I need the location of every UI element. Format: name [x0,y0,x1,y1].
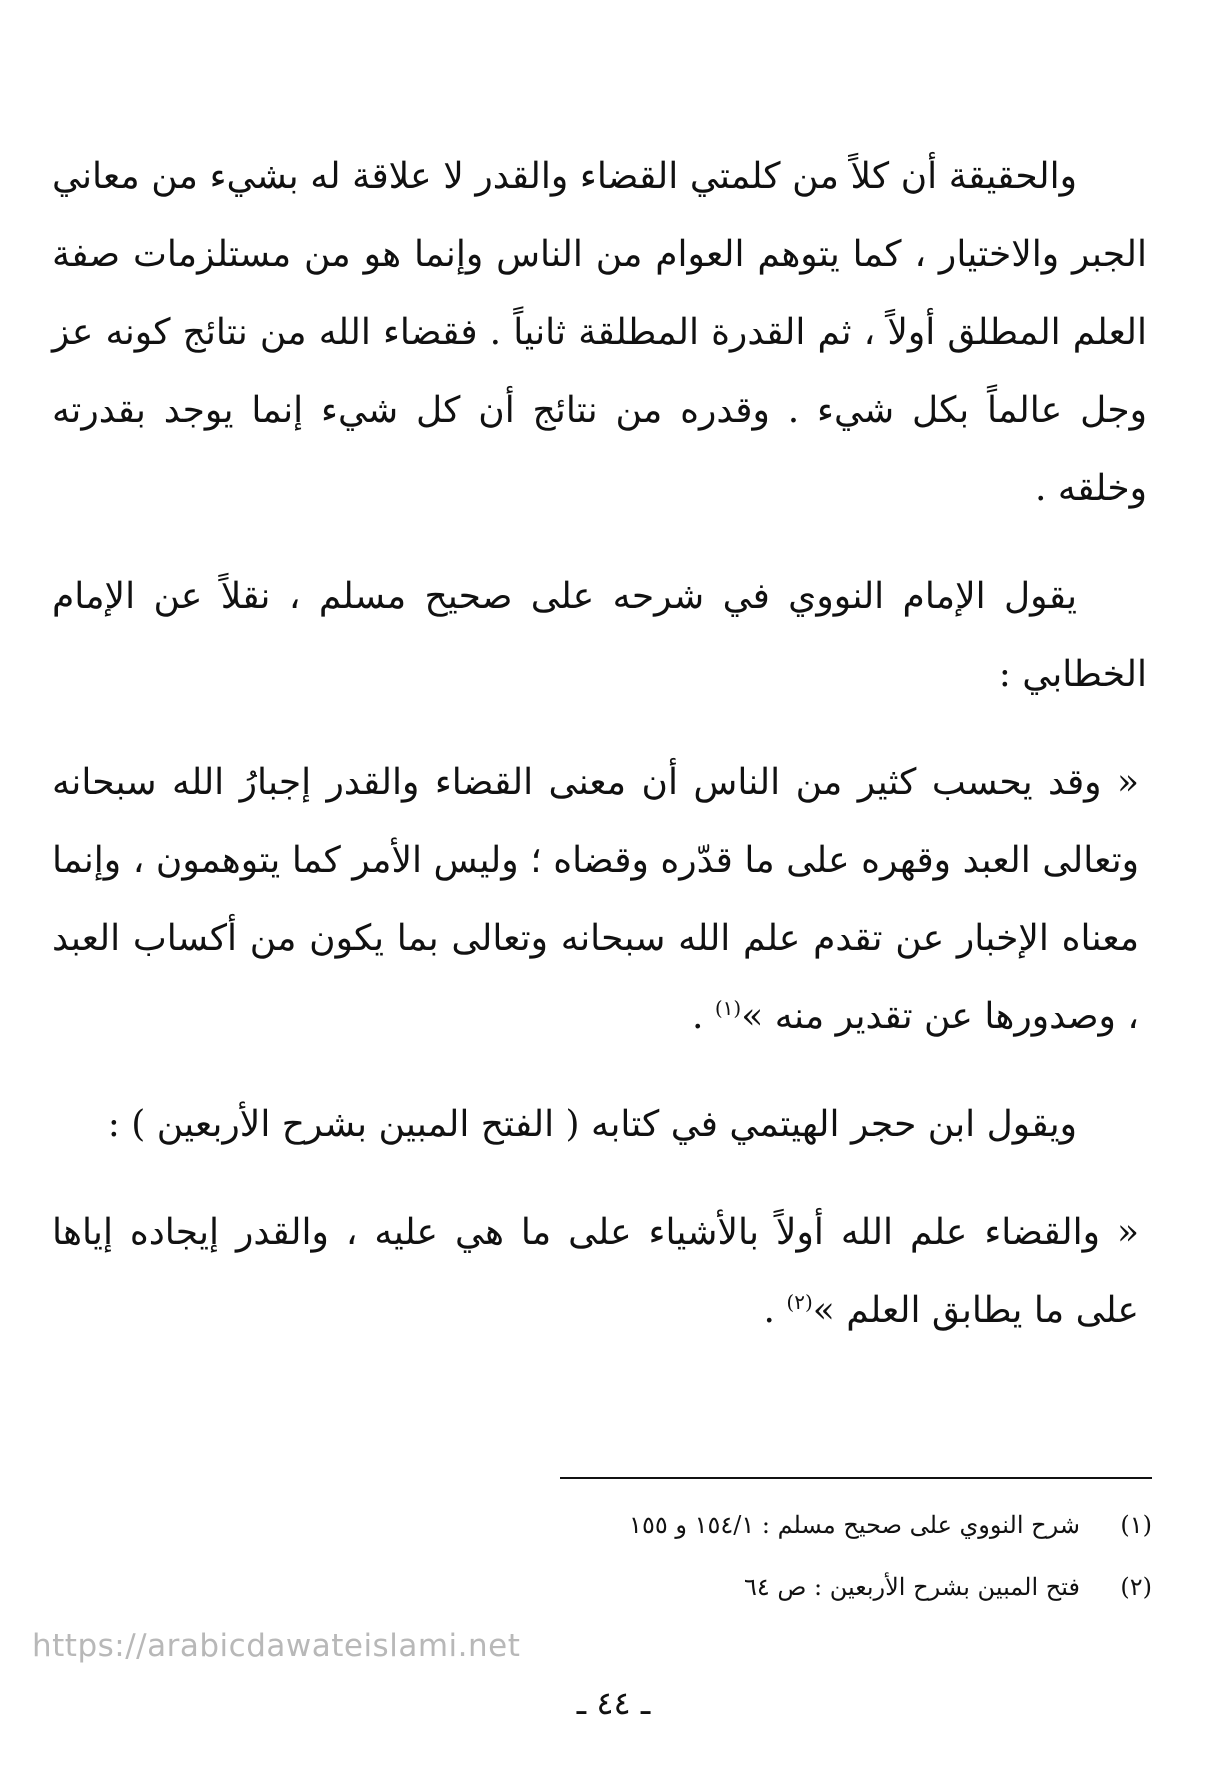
paragraph-text: ويقول ابن حجر الهيتمي في كتابه ( الفتح المبين بشرح الأربعين ) : [107,1104,1077,1145]
footnote-reference-1[interactable]: (١) [714,996,742,1020]
footnotes [420,1494,1152,1618]
quote-haytami [52,1194,1147,1350]
footnote-number: (١) [1120,1511,1152,1539]
quote-khattabi [52,744,1147,1056]
footnote-divider [560,1477,1152,1479]
quote-text: « والقضاء علم الله أولاً بالأشياء على ما هي عليه ، والقدر إيجاده إياها على ما يطابق العلم » [52,1212,1139,1331]
footnote-number: (٢) [1120,1573,1152,1601]
paragraph-nawawi-intro [52,558,1147,714]
paragraph-haytami-intro [52,1086,1147,1164]
paragraph-text: والحقيقة أن كلاً من كلمتي القضاء والقدر لا علاقة له بشيء من معاني الجبر والاختيار ، كما يتوهم العوام من الناس وإنما هو من مستلزمات صفة العلم المطلق أولاً ، ثم القدرة المطلقة ثانياً . فقضاء الله من نتائج كونه عز وجل عالماً بكل شيء . وقدره من نتائج أن كل شيء إنما يوجد بقدرته وخلقه . [52,156,1147,509]
quote-end-punctuation: . [763,1290,787,1331]
quote-end-punctuation: . [691,996,715,1037]
watermark-url: https://arabicdawateislami.net [32,1628,521,1664]
footnote-2 [420,1556,1152,1618]
footnote-text: فتح المبين بشرح الأربعين : ص ٦٤ [743,1573,1080,1601]
main-text [52,138,1147,1350]
page-number: ـ ٤٤ ـ [576,1684,651,1722]
paragraph-text: يقول الإمام النووي في شرحه على صحيح مسلم ، نقلاً عن الإمام الخطابي : [52,576,1147,695]
paragraph-reality-of-qada-qadar [52,138,1147,528]
footnote-reference-2[interactable]: (٢) [786,1290,813,1314]
footnote-1 [420,1494,1152,1556]
quote-text: « وقد يحسب كثير من الناس أن معنى القضاء والقدر إجبارُ الله سبحانه وتعالى العبد وقهره على ما قدّره وقضاه ؛ وليس الأمر كما يتوهمون ، وإنما معناه الإخبار عن تقدم علم الله سبحانه وتعالى بما يكون من أكساب العبد ، وصدورها عن تقدير منه » [52,762,1139,1037]
footnote-text: شرح النووي على صحيح مسلم : ١٥٤/١ و ١٥٥ [629,1511,1080,1539]
